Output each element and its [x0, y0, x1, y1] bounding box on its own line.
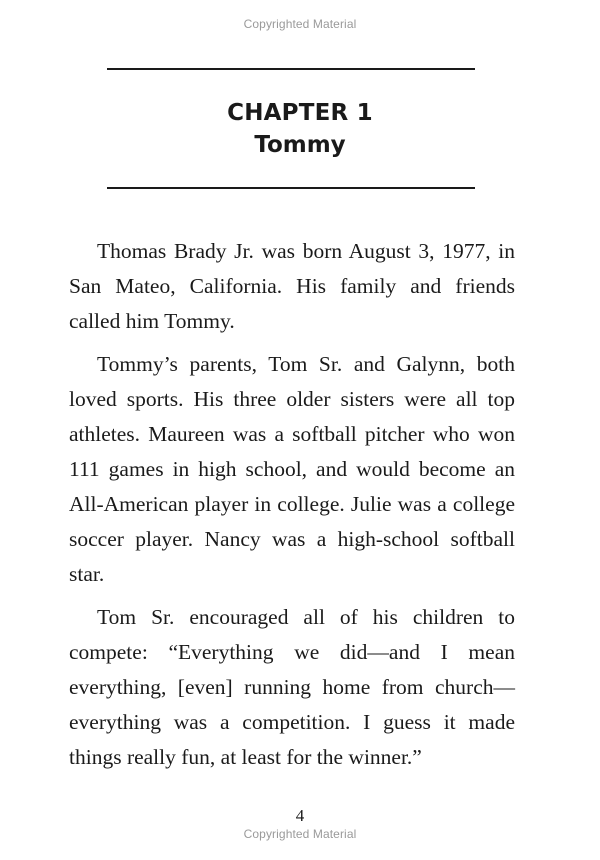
- page-number: 4: [295, 806, 305, 825]
- paragraph-2: Tommy’s parents, Tom Sr. and Galynn, both loved sports. His three older sisters were all top athletes. Maureen was a softball pitcher who won 111 games in high school, and would become an All-American player in college. Julie was a college soccer player. Nancy was a high-school softball star.: [69, 352, 515, 586]
- chapter-title: Tommy: [254, 132, 346, 158]
- chapter-divider-bottom: [107, 187, 475, 189]
- paragraph-1: Thomas Brady Jr. was born August 3, 1977, in San Mateo, California. His family and friends called him Tommy.: [69, 239, 515, 333]
- chapter-body: [69, 234, 515, 783]
- copyright-watermark-bottom: Copyrighted Material: [243, 827, 357, 841]
- chapter-divider-top: [107, 68, 475, 70]
- copyright-watermark-top: Copyrighted Material: [243, 17, 357, 31]
- chapter-number: CHAPTER 1: [227, 100, 373, 126]
- paragraph-3: Tom Sr. encouraged all of his children to compete: “Everything we did—and I mean everything, [even] running home from church—everything was a competition. I guess it made things really fun, at least for the winner.”: [69, 605, 515, 769]
